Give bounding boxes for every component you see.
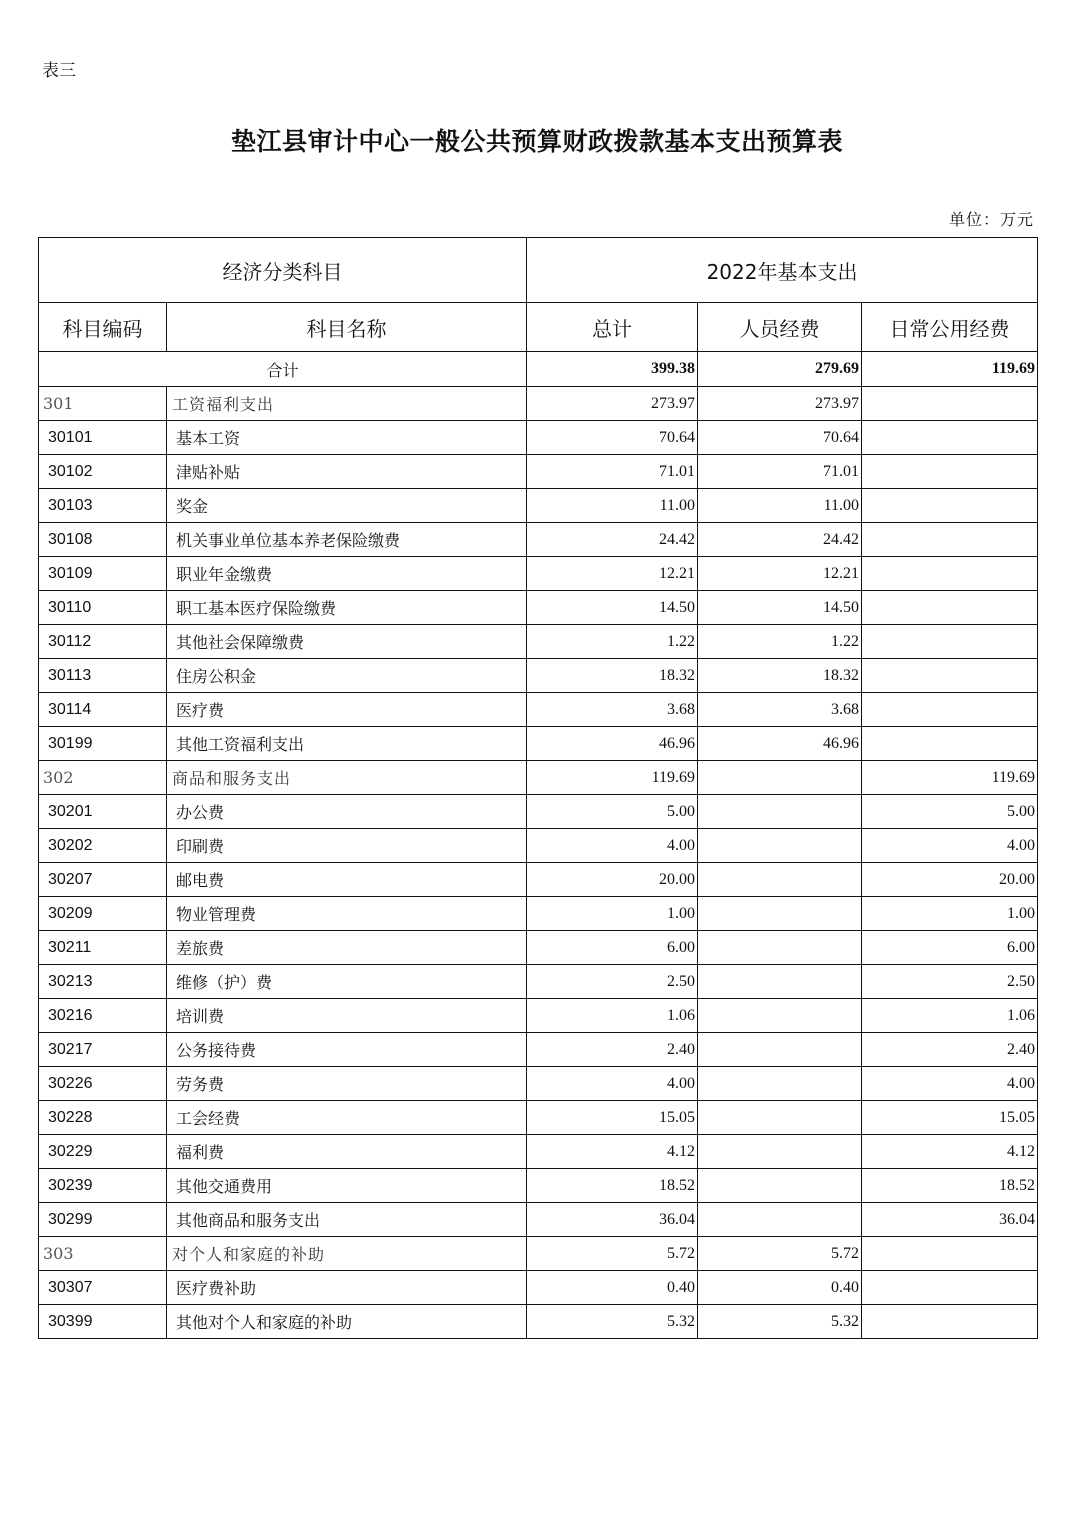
row-code: 302 [39, 761, 167, 795]
row-public [862, 557, 1038, 591]
row-public [862, 489, 1038, 523]
header-row-1 [39, 238, 1038, 303]
table-row [39, 625, 1038, 659]
row-name: 其他对个人和家庭的补助 [167, 1305, 527, 1339]
row-total: 24.42 [527, 523, 698, 557]
row-public: 15.05 [862, 1101, 1038, 1135]
row-code: 30102 [39, 455, 167, 489]
row-code: 30299 [39, 1203, 167, 1237]
row-name: 培训费 [167, 999, 527, 1033]
row-total: 2.50 [527, 965, 698, 999]
row-code: 30217 [39, 1033, 167, 1067]
table-row [39, 1203, 1038, 1237]
category-row [39, 761, 1038, 795]
row-name: 机关事业单位基本养老保险缴费 [167, 523, 527, 557]
row-public: 5.00 [862, 795, 1038, 829]
row-code: 30101 [39, 421, 167, 455]
total-personnel: 279.69 [698, 352, 862, 387]
table-row [39, 1305, 1038, 1339]
row-personnel: 71.01 [698, 455, 862, 489]
row-total: 1.00 [527, 897, 698, 931]
table-row [39, 1271, 1038, 1305]
table-row [39, 829, 1038, 863]
row-public: 36.04 [862, 1203, 1038, 1237]
row-code: 30201 [39, 795, 167, 829]
row-personnel: 14.50 [698, 591, 862, 625]
row-code: 30103 [39, 489, 167, 523]
table-row [39, 455, 1038, 489]
row-total: 15.05 [527, 1101, 698, 1135]
row-code: 30226 [39, 1067, 167, 1101]
row-total: 14.50 [527, 591, 698, 625]
row-code: 30113 [39, 659, 167, 693]
row-name: 差旅费 [167, 931, 527, 965]
row-personnel: 1.22 [698, 625, 862, 659]
row-public: 2.50 [862, 965, 1038, 999]
row-total: 18.52 [527, 1169, 698, 1203]
row-total: 70.64 [527, 421, 698, 455]
row-public: 1.00 [862, 897, 1038, 931]
table-row [39, 863, 1038, 897]
table-row [39, 727, 1038, 761]
table-row [39, 965, 1038, 999]
row-total: 11.00 [527, 489, 698, 523]
row-total: 4.00 [527, 1067, 698, 1101]
header-name: 科目名称 [167, 303, 527, 352]
row-personnel [698, 1203, 862, 1237]
row-name: 其他工资福利支出 [167, 727, 527, 761]
row-personnel [698, 1067, 862, 1101]
row-personnel: 12.21 [698, 557, 862, 591]
row-public: 20.00 [862, 863, 1038, 897]
row-code: 30109 [39, 557, 167, 591]
row-public [862, 455, 1038, 489]
total-public: 119.69 [862, 352, 1038, 387]
row-name: 工会经费 [167, 1101, 527, 1135]
row-public [862, 625, 1038, 659]
row-personnel: 5.72 [698, 1237, 862, 1271]
table-row [39, 931, 1038, 965]
header-public: 日常公用经费 [862, 303, 1038, 352]
row-name: 商品和服务支出 [167, 761, 527, 795]
page-title: 垫江县审计中心一般公共预算财政拨款基本支出预算表 [230, 127, 843, 156]
total-label: 合计 [39, 352, 527, 387]
row-personnel [698, 965, 862, 999]
row-total: 4.00 [527, 829, 698, 863]
row-personnel [698, 1101, 862, 1135]
row-code: 301 [39, 387, 167, 421]
table-row [39, 693, 1038, 727]
row-code: 30239 [39, 1169, 167, 1203]
row-total: 4.12 [527, 1135, 698, 1169]
table-row [39, 489, 1038, 523]
row-total: 2.40 [527, 1033, 698, 1067]
row-code: 30209 [39, 897, 167, 931]
row-public: 119.69 [862, 761, 1038, 795]
row-personnel [698, 1169, 862, 1203]
row-code: 30114 [39, 693, 167, 727]
table-row [39, 1135, 1038, 1169]
row-public: 18.52 [862, 1169, 1038, 1203]
unit-label: 单位：万元 [948, 210, 1034, 229]
row-total: 5.72 [527, 1237, 698, 1271]
row-public [862, 693, 1038, 727]
row-public: 4.12 [862, 1135, 1038, 1169]
row-name: 医疗费补助 [167, 1271, 527, 1305]
row-public [862, 1271, 1038, 1305]
header-code: 科目编码 [39, 303, 167, 352]
row-name: 津贴补贴 [167, 455, 527, 489]
header-personnel: 人员经费 [698, 303, 862, 352]
row-personnel [698, 999, 862, 1033]
row-total: 36.04 [527, 1203, 698, 1237]
table-row [39, 1067, 1038, 1101]
row-public: 1.06 [862, 999, 1038, 1033]
header-econ-class: 经济分类科目 [39, 238, 527, 303]
header-year-basic: 2022年基本支出 [527, 238, 1038, 303]
row-code: 303 [39, 1237, 167, 1271]
table-row [39, 897, 1038, 931]
row-name: 其他商品和服务支出 [167, 1203, 527, 1237]
row-personnel [698, 1135, 862, 1169]
row-personnel: 273.97 [698, 387, 862, 421]
table-row [39, 999, 1038, 1033]
table-row [39, 659, 1038, 693]
row-total: 46.96 [527, 727, 698, 761]
row-code: 30216 [39, 999, 167, 1033]
category-row [39, 387, 1038, 421]
row-name: 职工基本医疗保险缴费 [167, 591, 527, 625]
row-name: 物业管理费 [167, 897, 527, 931]
row-personnel: 0.40 [698, 1271, 862, 1305]
table-row [39, 591, 1038, 625]
row-personnel: 3.68 [698, 693, 862, 727]
row-name: 奖金 [167, 489, 527, 523]
row-personnel: 70.64 [698, 421, 862, 455]
header-total: 总计 [527, 303, 698, 352]
row-total: 119.69 [527, 761, 698, 795]
total-row [39, 352, 1038, 387]
row-public: 6.00 [862, 931, 1038, 965]
row-public: 2.40 [862, 1033, 1038, 1067]
row-total: 6.00 [527, 931, 698, 965]
row-code: 30399 [39, 1305, 167, 1339]
row-total: 5.00 [527, 795, 698, 829]
row-public [862, 659, 1038, 693]
row-name: 印刷费 [167, 829, 527, 863]
row-total: 20.00 [527, 863, 698, 897]
row-personnel [698, 761, 862, 795]
row-total: 0.40 [527, 1271, 698, 1305]
row-name: 职业年金缴费 [167, 557, 527, 591]
row-personnel [698, 1033, 862, 1067]
row-personnel [698, 897, 862, 931]
row-name: 住房公积金 [167, 659, 527, 693]
row-total: 1.22 [527, 625, 698, 659]
row-code: 30110 [39, 591, 167, 625]
row-name: 邮电费 [167, 863, 527, 897]
row-name: 其他交通费用 [167, 1169, 527, 1203]
row-personnel [698, 863, 862, 897]
row-name: 劳务费 [167, 1067, 527, 1101]
row-personnel [698, 931, 862, 965]
row-personnel: 5.32 [698, 1305, 862, 1339]
row-personnel: 18.32 [698, 659, 862, 693]
row-code: 30213 [39, 965, 167, 999]
row-public: 4.00 [862, 1067, 1038, 1101]
row-name: 办公费 [167, 795, 527, 829]
row-code: 30229 [39, 1135, 167, 1169]
row-total: 1.06 [527, 999, 698, 1033]
table-number-label: 表三 [42, 61, 76, 81]
row-public [862, 591, 1038, 625]
row-code: 30202 [39, 829, 167, 863]
row-total: 71.01 [527, 455, 698, 489]
header-row-2 [39, 303, 1038, 352]
row-name: 基本工资 [167, 421, 527, 455]
table-row [39, 557, 1038, 591]
row-public: 4.00 [862, 829, 1038, 863]
row-name: 医疗费 [167, 693, 527, 727]
row-public [862, 1305, 1038, 1339]
row-public [862, 421, 1038, 455]
row-personnel: 24.42 [698, 523, 862, 557]
total-sum: 399.38 [527, 352, 698, 387]
budget-table [38, 237, 1038, 1339]
row-code: 30108 [39, 523, 167, 557]
row-personnel [698, 795, 862, 829]
table-row [39, 523, 1038, 557]
row-public [862, 727, 1038, 761]
table-row [39, 1101, 1038, 1135]
row-code: 30199 [39, 727, 167, 761]
row-total: 5.32 [527, 1305, 698, 1339]
row-name: 对个人和家庭的补助 [167, 1237, 527, 1271]
row-public [862, 387, 1038, 421]
row-personnel: 46.96 [698, 727, 862, 761]
row-public [862, 1237, 1038, 1271]
category-row [39, 1237, 1038, 1271]
row-total: 18.32 [527, 659, 698, 693]
row-personnel: 11.00 [698, 489, 862, 523]
row-name: 工资福利支出 [167, 387, 527, 421]
row-total: 12.21 [527, 557, 698, 591]
row-total: 3.68 [527, 693, 698, 727]
row-code: 30112 [39, 625, 167, 659]
row-name: 其他社会保障缴费 [167, 625, 527, 659]
row-code: 30207 [39, 863, 167, 897]
table-row [39, 1033, 1038, 1067]
table-row [39, 421, 1038, 455]
row-name: 维修（护）费 [167, 965, 527, 999]
row-public [862, 523, 1038, 557]
row-total: 273.97 [527, 387, 698, 421]
row-code: 30228 [39, 1101, 167, 1135]
table-row [39, 1169, 1038, 1203]
table-row [39, 795, 1038, 829]
row-code: 30307 [39, 1271, 167, 1305]
row-name: 福利费 [167, 1135, 527, 1169]
row-personnel [698, 829, 862, 863]
row-code: 30211 [39, 931, 167, 965]
row-name: 公务接待费 [167, 1033, 527, 1067]
